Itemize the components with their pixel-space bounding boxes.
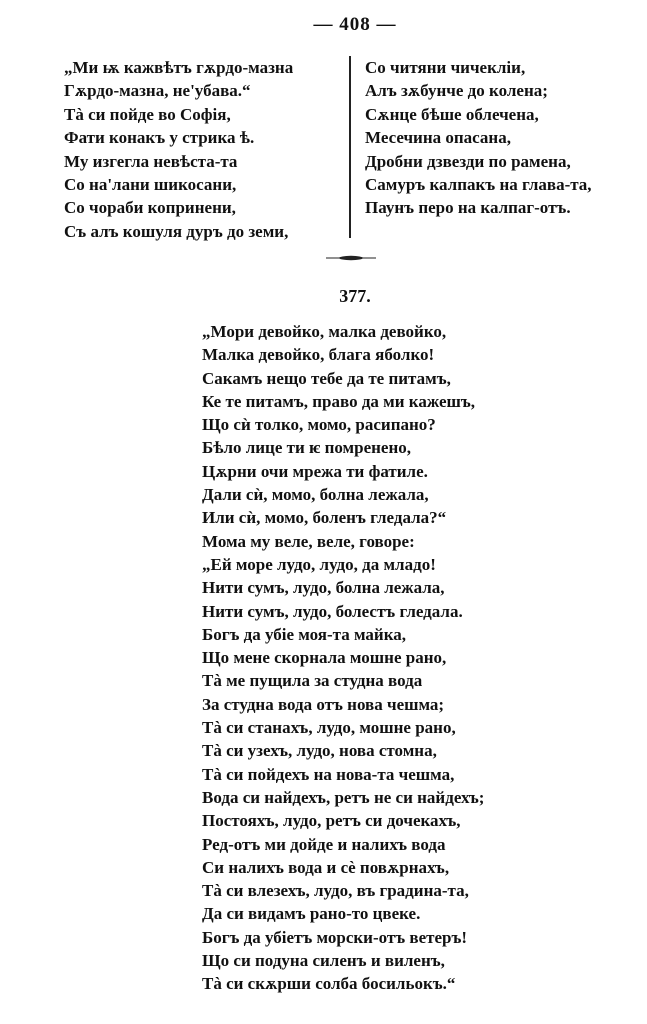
- verse-line: Нити сумъ, лудо, болна лежала,: [202, 578, 445, 598]
- verse-line: Тà си влезехъ, лудо, въ градина-та,: [202, 881, 469, 901]
- verse-line: Ред-отъ ми дойде и налихъ вода: [202, 834, 446, 854]
- verse-line: Постояхъ, лудо, ретъ си дочекахъ,: [202, 811, 461, 831]
- verse-line: Що сѝ толко, момо, расипано?: [202, 415, 436, 435]
- verse-line: Цѫрни очи мрежа ти фатиле.: [202, 461, 428, 481]
- verse-line: Ке те питамъ, право да ми кажешъ,: [202, 391, 475, 411]
- verse-line: Гѫрдо-мазна, не'убава.“: [64, 81, 251, 101]
- verse-line: Що си подуна силенъ и виленъ,: [202, 951, 445, 971]
- verse-line: За студна вода отъ нова чешма;: [202, 694, 445, 714]
- verse-line: Тà си пойдехъ на нова-та чешма,: [202, 764, 455, 784]
- verse-line: Да си видамъ рано-то цвеке.: [202, 904, 421, 924]
- verse-line: Со читяни чичекліи,: [365, 58, 526, 77]
- verse-line: Му изгегла невѣста-та: [64, 151, 238, 171]
- page-number: — 408 —: [313, 14, 397, 35]
- verse-line: Си налихъ вода и сѐ повѫрнахъ,: [202, 857, 450, 877]
- verse-line: Съ алъ кошуля дуръ до земи,: [64, 221, 289, 241]
- verse-line: Тà си узехъ, лудо, нова стомна,: [202, 741, 437, 761]
- verse-line: Фати конакъ у стрика ѣ.: [64, 128, 255, 148]
- verse-line: Со на'лани шикосани,: [64, 174, 237, 194]
- verse-line: Бѣло лице ти ѥ помренено,: [202, 438, 412, 458]
- verse-line: Месечина опасана,: [365, 128, 511, 148]
- verse-line: „Ей море лудо, лудо, да младо!: [202, 554, 436, 574]
- section-ornament: [326, 255, 376, 261]
- verse-line: Паунъ перо на калпаг-отъ.: [365, 198, 571, 218]
- song-number: 377.: [339, 286, 371, 306]
- verse-line: Дали сѝ, момо, болна лежала,: [202, 485, 429, 505]
- verse-line: Со чораби копринени,: [64, 198, 236, 218]
- verse-line: Алъ зѫбунче до колена;: [365, 81, 548, 101]
- verse-line: Богъ да убіе моя-та майка,: [202, 624, 407, 644]
- verse-line: Що мене скорнала мошне рано,: [202, 648, 447, 668]
- verse-line: Тà си пойде во Софія,: [64, 104, 231, 124]
- verse-line: Малка девойко, блага яболко!: [202, 345, 435, 365]
- verse-line: Вода си найдехъ, ретъ не си найдехъ;: [202, 787, 485, 807]
- verse-line: Самуръ калпакъ на глава-та,: [365, 174, 592, 194]
- right-verse-column: [365, 56, 592, 220]
- verse-line: Мома му веле, веле, говоре:: [202, 531, 415, 551]
- left-verse-column: [64, 56, 293, 243]
- verse-line: Или сѝ, момо, боленъ гледала?“: [202, 508, 447, 528]
- poem-text: [202, 320, 484, 996]
- verse-line: Тà си станахъ, лудо, мошне рано,: [202, 718, 456, 738]
- verse-line: Тà си скѫрши солба босильокъ.“: [202, 974, 456, 994]
- verse-line: Нити сумъ, лудо, болестъ гледала.: [202, 601, 463, 621]
- verse-line: „Мори девойко, малка девойко,: [202, 322, 447, 341]
- verse-line: Сѫнце бѣше облечена,: [365, 104, 539, 124]
- verse-line: Богъ да убіетъ морски-отъ ветеръ!: [202, 927, 468, 947]
- verse-line: Тà ме пущила за студна вода: [202, 671, 423, 691]
- verse-line: Дробни дзвезди по рамена,: [365, 151, 571, 171]
- column-divider: [349, 56, 351, 238]
- verse-line: Сакамъ нещо тебе да те питамъ,: [202, 368, 451, 388]
- verse-line: „Ми ѭ кажвѣтъ гѫрдо-мазна: [64, 58, 294, 77]
